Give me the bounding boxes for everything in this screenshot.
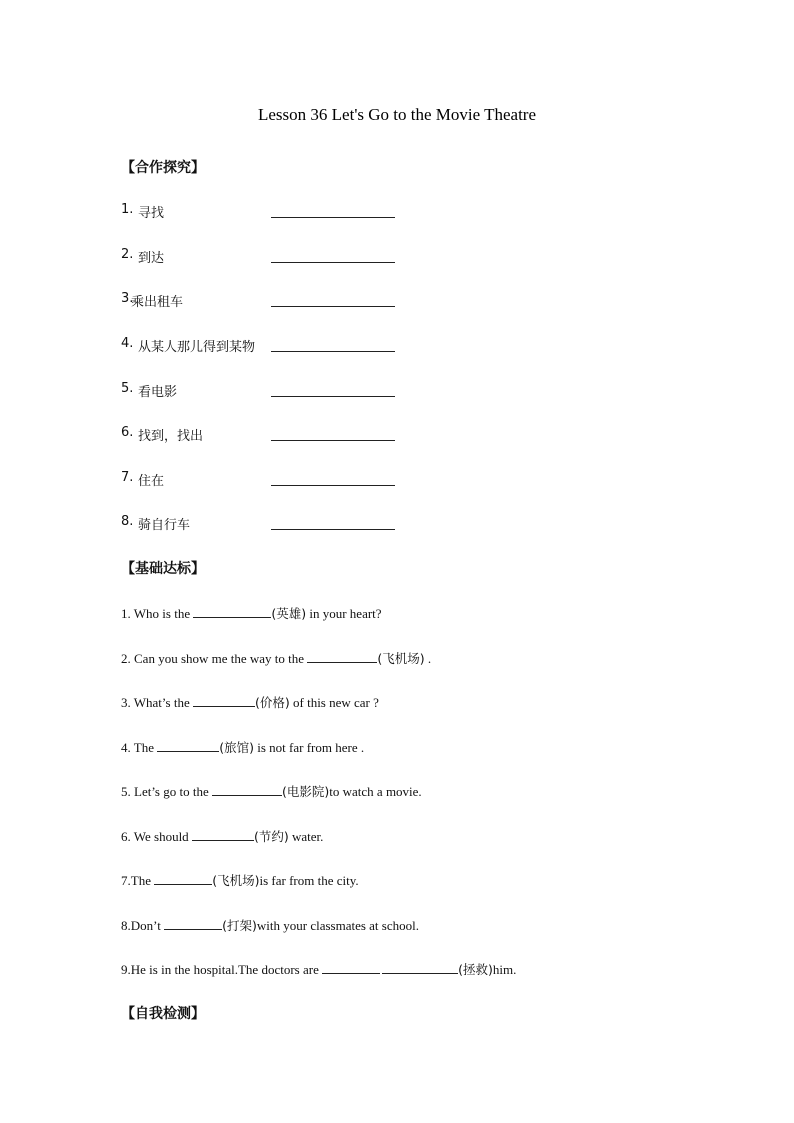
exercise-hint: (打架) — [222, 918, 257, 933]
answer-blank[interactable] — [212, 783, 282, 796]
vocab-text: 找到，找出 — [138, 429, 204, 444]
vocab-item — [121, 291, 421, 311]
exercise-suffix: him. — [492, 962, 517, 977]
exercise-hint: (旅馆) — [219, 740, 254, 755]
exercise-suffix: in your heart? — [306, 606, 382, 621]
exercise-hint: (节约) — [253, 829, 289, 844]
exercise-item — [121, 960, 516, 978]
exercise-item — [121, 782, 422, 800]
vocab-number: 4. — [121, 336, 134, 351]
vocab-text: 骑自行车 — [138, 518, 191, 533]
vocab-text: 寻找 — [138, 206, 165, 221]
answer-blank[interactable] — [322, 961, 380, 974]
vocab-number: 1. — [121, 202, 134, 217]
answer-line[interactable] — [271, 485, 395, 486]
exercise-suffix: to watch a movie. — [329, 784, 422, 799]
section-heading-basic: 【基础达标】 — [121, 561, 205, 577]
answer-blank[interactable] — [382, 961, 458, 974]
exercise-hint: (电影院) — [282, 784, 330, 799]
vocab-text: 看电影 — [138, 385, 178, 400]
vocab-item — [121, 425, 421, 445]
exercise-suffix: of this new car ? — [289, 695, 379, 710]
answer-line[interactable] — [271, 529, 395, 530]
exercise-prefix: 2. Can you show me the way to the — [121, 651, 308, 666]
vocab-text: 住在 — [138, 474, 165, 489]
answer-blank[interactable] — [192, 828, 254, 841]
exercise-item — [121, 827, 323, 845]
answer-blank[interactable] — [193, 605, 271, 618]
answer-blank[interactable] — [193, 694, 255, 707]
answer-blank[interactable] — [307, 650, 377, 663]
answer-line[interactable] — [271, 440, 395, 441]
exercise-prefix: 5. Let’s go to the — [121, 784, 212, 799]
exercise-item — [121, 649, 431, 667]
section-heading-cooperative: 【合作探究】 — [121, 160, 205, 176]
vocab-item — [121, 470, 421, 490]
exercise-item — [121, 604, 382, 622]
exercise-item — [121, 871, 359, 889]
answer-blank[interactable] — [157, 739, 219, 752]
exercise-hint: (价格) — [254, 695, 290, 710]
exercise-item — [121, 738, 364, 756]
vocab-number: 8. — [121, 514, 134, 529]
exercise-suffix: is not far from here . — [254, 740, 365, 755]
exercise-prefix: 8.Don’t — [121, 918, 165, 933]
exercise-prefix: 6. We should — [121, 829, 192, 844]
exercise-prefix: 1. Who is the — [121, 606, 194, 621]
exercise-suffix: is far from the city. — [259, 873, 359, 888]
exercise-item — [121, 916, 419, 934]
exercise-hint: (英雄) — [271, 606, 307, 621]
vocab-number: 6. — [121, 425, 134, 440]
exercise-item — [121, 693, 379, 711]
page-title: Lesson 36 Let's Go to the Movie Theatre — [258, 105, 536, 124]
vocab-item — [121, 514, 421, 534]
exercise-prefix: 3. What’s the — [121, 695, 193, 710]
vocab-item — [121, 336, 421, 356]
answer-line[interactable] — [271, 306, 395, 307]
exercise-hint: (飞机场) — [212, 873, 260, 888]
answer-blank[interactable] — [164, 917, 222, 930]
exercise-hint: (拯救) — [458, 962, 493, 977]
answer-blank[interactable] — [154, 872, 212, 885]
vocab-text: 乘出租车 — [131, 295, 184, 310]
exercise-suffix: with your classmates at school. — [256, 918, 419, 933]
vocab-item — [121, 202, 421, 222]
exercise-prefix: 4. The — [121, 740, 158, 755]
exercise-suffix: water. — [288, 829, 324, 844]
exercise-hint: (飞机场) — [377, 651, 425, 666]
vocab-item — [121, 381, 421, 401]
vocab-text: 到达 — [138, 251, 165, 266]
vocab-text: 从某人那儿得到某物 — [138, 340, 256, 355]
answer-line[interactable] — [271, 351, 395, 352]
exercise-suffix: . — [424, 651, 432, 666]
section-heading-self-check: 【自我检测】 — [121, 1006, 205, 1022]
vocab-item — [121, 247, 421, 267]
exercise-prefix: 7.The — [121, 873, 155, 888]
answer-line[interactable] — [271, 217, 395, 218]
answer-line[interactable] — [271, 396, 395, 397]
exercise-prefix: 9.He is in the hospital.The doctors are — [121, 962, 323, 977]
vocab-number: 7. — [121, 470, 134, 485]
vocab-number: 2. — [121, 247, 134, 262]
vocab-number: 5. — [121, 381, 134, 396]
answer-line[interactable] — [271, 262, 395, 263]
vocab-number: 3. — [121, 291, 134, 306]
